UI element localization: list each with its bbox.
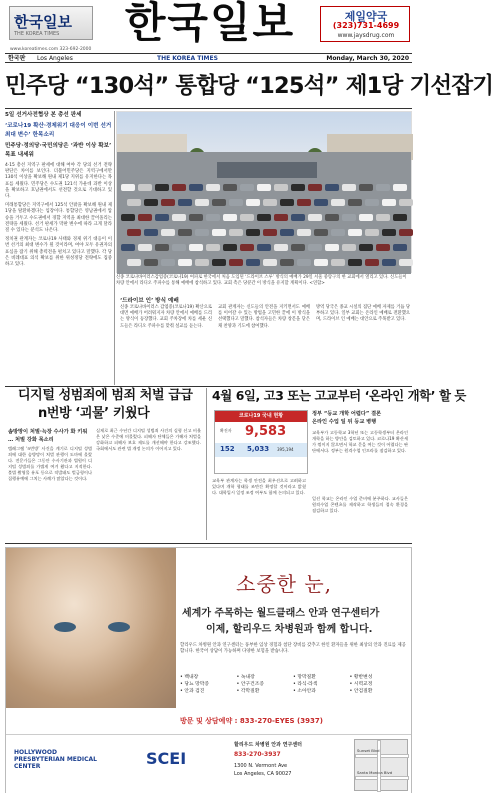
ad-phone[interactable]: 방문 및 상담예약 : 833-270-EYES (3937) (180, 717, 323, 725)
map-label-1: Sunset Blvd (357, 748, 380, 753)
story3-kicker-2: 온라인 수업 일 뒤 등교 병행 (312, 419, 377, 425)
ad-face-photo (6, 548, 176, 708)
pharmacy-name: 제일약국 (344, 10, 388, 23)
mini-logo-sub: THE KOREA TIMES (14, 31, 60, 37)
lead-headline[interactable]: 민주당 “130석” 통합당 “125석” 제1당 기선잡기 (5, 73, 493, 99)
covid-deaths: 152 (220, 445, 235, 453)
story3-body-3: 일선 학교는 온라인 수업 준비에 분주하다. 교사들은 원격수업 콘텐츠를 제작하고 학생들의 접속 환경을 점검하고 있다. (312, 496, 408, 514)
pharmacy-phone: (323)731-4699 (332, 21, 400, 30)
divider (5, 543, 412, 544)
covid-status-box (214, 410, 308, 474)
covid-header: 코로나19 국내 현황 (215, 411, 307, 422)
masthead-url: www.koreatimes.com 323-692-2000 (10, 47, 92, 52)
photo-caption: 신종 코로나바이러스감염증(코로나19) 여파로 한국에서 처음 도입된 ‘드라이브 스루’ 방식의 예배가 29일 서울 중랑구의 한 교회에서 열리고 있다. 신도들이 차량 안에서 라디오 주파수를 통해 예배에 참석하고 있다. 교회 측은 당분간 이 방식을 유지할 계획이다. <연합> (116, 275, 407, 286)
story3-body-1: 교육부가 고등학교 3학년 또는 고등학생부터 온라인 개학을 하는 방안을 검토하고 있다. 코로나19 확산세가 꺾이지 않으면서 학교 문을 여는 것이 어렵다는 판단에서다. 정부는 원격수업 인프라를 점검하고 있다. (312, 430, 408, 454)
edition-date: Monday, March 30, 2020 (326, 55, 409, 62)
mini-logo-title: 한국일보 (14, 13, 72, 31)
story3-body-2: 교육부 관계자는 학생 안전을 최우선으로 고려하고 있다며 개학 형태를 조만간 확정할 것이라고 밝혔다. 대학입시 일정 조정 여부도 함께 논의되고 있다. (212, 478, 306, 496)
eye-center-ad[interactable] (5, 547, 412, 793)
ad-text: 할리우드 차병원 안과 연구센터는 풍부한 임상 경험과 첨단 장비를 갖추고 한인 환자들을 위한 최상의 안과 진료를 제공합니다. 한국어 상담이 가능하며 다양한 보험을 받습니다. (180, 643, 406, 655)
ad-service-item: • 망막질환 (293, 675, 316, 680)
map-label-2: Santa Monica Blvd (357, 770, 393, 775)
lead-kicker: 5일 선거사전협상 본 총선 판세 (5, 112, 82, 118)
mid-kicker: ‘드라이브 인’ 방식 예배 (120, 298, 179, 304)
ad-title: 소중한 눈, (236, 572, 332, 596)
column-rule (114, 111, 115, 385)
ad-line-2: 이제, 할리우드 차병원과 함께 합니다. (206, 624, 373, 635)
masthead (0, 0, 417, 52)
ad-service-item: • 안과 검진 (180, 689, 205, 694)
edition-label: 한국판 (8, 55, 26, 62)
lead-kicker-3: 민주당·정의당·국민의당은 ‘과반 이상 확보’ 목표 내세워 (5, 143, 112, 158)
ad-service-item: • 소아안과 (293, 689, 316, 694)
mid-column-2: 교회 관계자는 신도들의 안전을 지키면서도 예배를 이어갈 수 있는 방법을 고민한 끝에 이 방식을 선택했다고 말했다. 참석자들은 차량 창문을 닫은 채 찬양과 기도에 참여했다. (218, 305, 310, 329)
edition-brand: THE KOREA TIMES (157, 55, 218, 62)
edition-bar (5, 53, 412, 63)
edition-city: Los Angeles (37, 55, 73, 62)
ad-address-4: Los Angeles, CA 90027 (234, 771, 292, 777)
drive-in-service-photo[interactable] (116, 111, 412, 273)
covid-recovered: 5,033 (247, 445, 270, 453)
lead-story-column (5, 111, 112, 268)
mid-column-3: 방역 당국은 종교 시설의 집단 예배 자제를 거듭 당부하고 있다. 일부 교회는 온라인 예배로 전환했으며, 드라이브 인 예배는 대안으로 주목받고 있다. (316, 305, 410, 323)
newspaper-title: 한국일보 (124, 0, 296, 47)
covid-confirmed-label: 확진자 (220, 428, 232, 433)
ad-footer (6, 734, 411, 794)
lead-body-3: 정치권 관계자는 코로나19 사태와 경제 위기 대응이 이번 선거의 최대 변수가 될 것이라며, 여야 모두 유권자의 표심을 잡기 위해 총력전을 펼치고 있다고 말했다. 각 당은 비례대표 의석 확보를 위한 위성정당 전략에도 집중하고 있다. (5, 237, 112, 268)
ad-service-item: • 안검질환 (349, 689, 373, 694)
story2-headline[interactable]: 디지털 성범죄에 범죄 처벌 급급 (18, 388, 193, 403)
story2-body-2: 실제로 최근 수년간 디지털 성범죄 사건의 실형 선고 비율은 낮은 수준에 머물렀다. 피해자 단체들은 가해자 처벌을 강화하고 피해자 보호 제도를 개선해야 한다고 강조했다. 국회에서도 관련 법 개정 논의가 이어지고 있다. (96, 428, 201, 452)
divider (5, 108, 412, 109)
pharmacy-ad[interactable] (320, 6, 410, 42)
mini-logo (9, 6, 93, 40)
location-map (354, 739, 408, 791)
lead-kicker-2: ‘코로나19 확산·경제위기 대응이 이번 선거 최대 변수’ 한목소리 (5, 123, 112, 138)
scei-logo[interactable]: SCEI (146, 749, 187, 768)
ad-service-item: • 당뇨 망막증 (180, 682, 210, 687)
story2-headline-2[interactable]: n번방 ‘괴물’ 키웠다 (38, 406, 150, 421)
hollywood-presbyterian-logo[interactable]: HOLLYWOOD PRESBYTERIAN MEDICAL CENTER (14, 749, 97, 770)
ad-service-list (180, 674, 406, 695)
lead-body-1: 4·15 총선 지역구 판세에 대해 여야 각 당의 선거 전략 판단은 차이를 보인다. 더불어민주당은 지역구에서만 130석 이상을 확보해 원내 제1당 지위를 유지한다는 목표를 세웠다. 민주당은 수도권 121석 가운데 과반 이상을 확보하고 호남권에서도 선전할 것으로 기대하고 있다. (5, 163, 112, 200)
column-rule (206, 388, 207, 540)
ad-service-item: • 라식·라섹 (293, 682, 318, 687)
pharmacy-web: www.jaysdrug.com (337, 32, 395, 39)
ad-service-item: • 안구건조증 (236, 682, 265, 687)
lead-body-2: 미래통합당은 지역구에서 125석 안팎을 확보해 원내 제1당을 탈환하겠다는 입장이다. 통합당은 영남권에서 압승을 거두고 수도권에서 경합 지역을 최대한 끌어올리는 전략을 세웠다. 선거 판세가 막판 변수에 따라 크게 달라질 수 있다는 분석도 나온다. (5, 203, 112, 234)
story3-headline[interactable]: 4월 6일, 고3 또는 고교부터 ‘온라인 개학’ 할 듯 (212, 388, 467, 403)
ad-address-2: 833-270-3937 (234, 751, 281, 758)
ad-service-item: • 백내장 (180, 675, 199, 680)
covid-confirmed: 9,583 (245, 424, 287, 439)
story3-kicker: 정부 “등교 개학 어렵다” 결론 (312, 411, 382, 417)
covid-tested: 395,194 (277, 447, 294, 452)
ad-service-item: • 황반변성 (349, 675, 373, 680)
ad-address-1: 할리우드 차병원 안과 연구센터 (234, 742, 303, 748)
ad-service-item: • 각막질환 (236, 689, 260, 694)
story2-body-1: 텔레그램 ‘n번방’ 사건을 계기로 디지털 성범죄에 대한 솜방망이 처벌 관행이 도마에 올랐다. 전문가들은 그동안 수사기관과 법원이 디지털 성범죄를 가볍게 여겨 왔다고 지적한다. 불법 촬영물 유포 등으로 적발돼도 벌금형이나 집행유예에 그치는 사례가 많았다는 것이다. (8, 446, 92, 482)
ad-service-item: • 녹내장 (236, 675, 255, 680)
ad-service-item: • 시력교정 (349, 682, 373, 687)
ad-line-1: 세계가 주목하는 월드클래스 안과 연구센터가 (182, 608, 380, 619)
story2-sub: 솜방망이 처벌·늑장 수사가 화 키워 … 처벌 강화 목소리 (8, 429, 88, 443)
ad-address-3: 1300 N. Vermont Ave (234, 763, 288, 769)
mid-column-1: 신종 코로나바이러스 감염증(코로나19) 확산으로 대면 예배가 어려워지자 차량 안에서 예배를 드리는 방식이 등장했다. 교회 주차장에 차를 세운 신도들은 라디오 주파수를 맞춰 설교를 듣는다. (120, 305, 212, 329)
